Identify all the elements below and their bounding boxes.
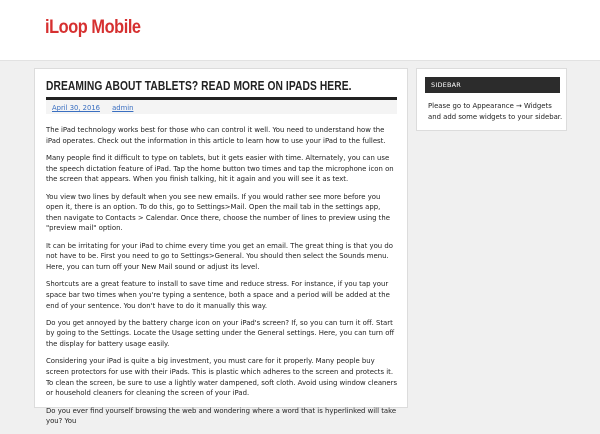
post-paragraph: Many people find it difficult to type on tablets, but it gets easier with time. Alternately, you can use the speech dictation feature of iPad. Tap the home button two times and tap the microphone icon on the screen that appears. When you finish talking, hit it again and you will see it as text. — [46, 153, 394, 184]
site-title-link[interactable]: iLoop Mobile — [45, 17, 141, 38]
sidebar-widget — [416, 68, 567, 131]
post-paragraph: You view two lines by default when you see new emails. If you would rather see more before you open it, there is an option. To do this, go to Settings>Mail. Open the mail tab in the settings app, then navigate to Contacts > Calendar. Once there, choose the number of lines to preview using the "preview mail" option. — [46, 192, 390, 233]
post-meta — [46, 97, 397, 114]
post-paragraph: Considering your iPad is quite a big investment, you must care for it properly. Many people buy screen protectors for use with their iPads. This is plastic which adheres to the screen and protects it. To clean the screen, be sure to use a lightly water dampened, soft cloth. Avoid using window cleaners or household cleaners for cleaning the screen of your iPad. — [46, 357, 398, 398]
widget-text: Please go to Appearance → Widgets and add some widgets to your sidebar. — [428, 102, 563, 121]
post-paragraph: Do you get annoyed by the battery charge icon on your iPad's screen? If, so you can turn it off. Start by going to the Settings. Locate the Usage setting under the General settings. Here, you can turn off the display for battery usage easily. — [46, 318, 395, 349]
header-divider — [0, 60, 600, 61]
site-header — [0, 0, 600, 60]
post-paragraph: Shortcuts are a great feature to install to save time and reduce stress. For instance, if you tap your space bar two times when you're typing a sentence, both a space and a period will be added at the end of your sentence. You don't have to do it manually this way. — [46, 280, 390, 310]
post-article — [34, 68, 408, 426]
widget-title: SIDEBAR — [425, 77, 560, 93]
post-author-link[interactable]: admin — [112, 104, 134, 112]
post-title-link[interactable]: DREAMING ABOUT TABLETS? READ MORE ON IPADS HERE. — [46, 79, 352, 93]
post-paragraph: The iPad technology works best for those who can control it well. You need to understand how the iPad operates. Check out the information in this article to learn how to use your iPad to the fullest. — [46, 126, 386, 145]
post-content — [46, 125, 398, 434]
post-paragraph: It can be irritating for your iPad to chime every time you get an email. The great thing is that you do not have to be. First you need to go to Settings>General. You should then select the Sounds menu. Here, you can turn off your New Mail sound or adjust its level. — [46, 241, 393, 271]
post-paragraph: Do you ever find yourself browsing the web and wondering where a word that is hyperlinked will take you? You — [46, 406, 397, 426]
post-date-link[interactable]: April 30, 2016 — [52, 104, 100, 112]
